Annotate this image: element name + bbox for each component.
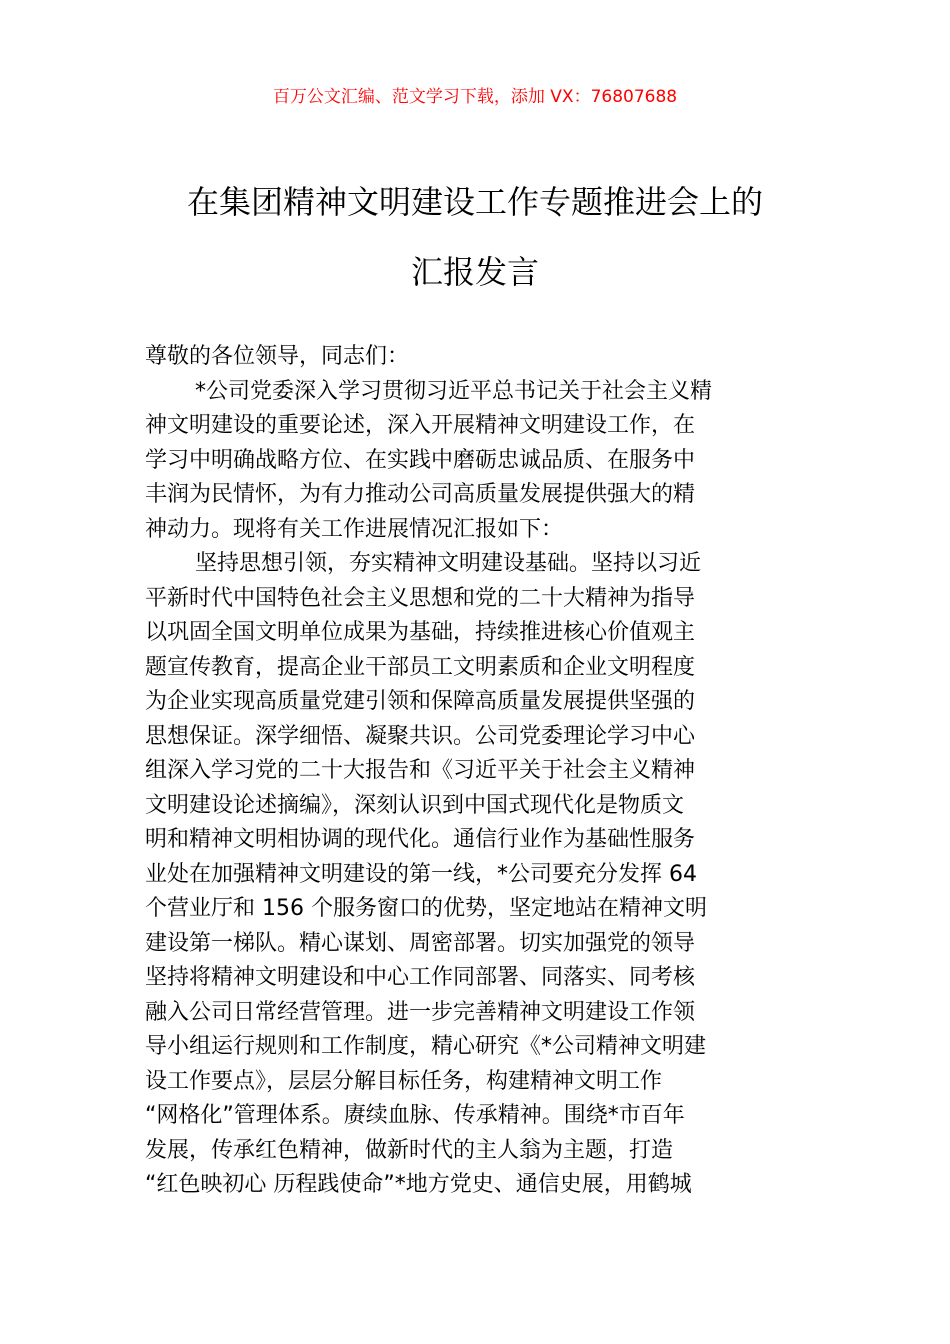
- body-line: 丰润为民情怀，为有力推动公司高质量发展提供强大的精: [145, 482, 696, 507]
- body-line: 平新时代中国特色社会主义思想和党的二十大精神为指导: [145, 585, 696, 611]
- body-line: 业处在加强精神文明建设的第一线，*公司要充分发挥 64: [145, 861, 697, 887]
- body-line: 为企业实现高质量党建引领和保障高质量发展提供坚强的: [145, 689, 696, 714]
- body-line: 神文明建设的重要论述，深入开展精神文明建设工作，在: [145, 413, 696, 438]
- body-line: “网格化”管理体系。赓续血脉、传承精神。围绕*市百年: [145, 1103, 685, 1128]
- body-line: 神动力。现将有关工作进展情况汇报如下：: [145, 516, 564, 542]
- body-line: 坚持将精神文明建设和中心工作同部署、同落实、同考核: [145, 965, 696, 990]
- salutation: 尊敬的各位领导，同志们：: [145, 344, 410, 369]
- body-line: “红色映初心 历程践使命”*地方党史、通信史展，用鹤城: [145, 1172, 692, 1197]
- promo-header: 百万公文汇编、范文学习下载，添加 VX：76807688: [272, 87, 678, 107]
- document-title-line-2: 汇报发言: [410, 253, 539, 291]
- document-title-line-1: 在集团精神文明建设工作专题推进会上的: [186, 183, 763, 221]
- body-line: 坚持思想引领，夯实精神文明建设基础。坚持以习近: [195, 551, 702, 576]
- body-line: 文明建设论述摘编》，深刻认识到中国式现代化是物质文: [145, 792, 685, 818]
- body-line: 思想保证。深学细悟、凝聚共识。公司党委理论学习中心: [145, 723, 696, 749]
- body-line: 发展，传承红色精神，做新时代的主人翁为主题，打造: [145, 1137, 674, 1163]
- body-line: 以巩固全国文明单位成果为基础，持续推进核心价值观主: [145, 620, 696, 645]
- body-line: 建设第一梯队。精心谋划、周密部署。切实加强党的领导: [145, 930, 696, 956]
- body-line: 融入公司日常经营管理。进一步完善精神文明建设工作领: [145, 999, 696, 1025]
- body-line: 组深入学习党的二十大报告和《习近平关于社会主义精神: [145, 758, 696, 783]
- body-line: 个营业厅和 156 个服务窗口的优势，坚定地站在精神文明: [145, 896, 707, 921]
- document-body: [145, 340, 815, 1203]
- body-line: 导小组运行规则和工作制度，精心研究《*公司精神文明建: [145, 1034, 707, 1059]
- body-line: *公司党委深入学习贯彻习近平总书记关于社会主义精: [195, 378, 713, 404]
- body-line: 设工作要点》，层层分解目标任务，构建精神文明工作: [145, 1068, 663, 1094]
- body-line: 明和精神文明相协调的现代化。通信行业作为基础性服务: [145, 827, 696, 852]
- body-line: 题宣传教育，提高企业干部员工文明素质和企业文明程度: [145, 654, 696, 680]
- body-line: 学习中明确战略方位、在实践中磨砺忠诚品质、在服务中: [145, 447, 696, 473]
